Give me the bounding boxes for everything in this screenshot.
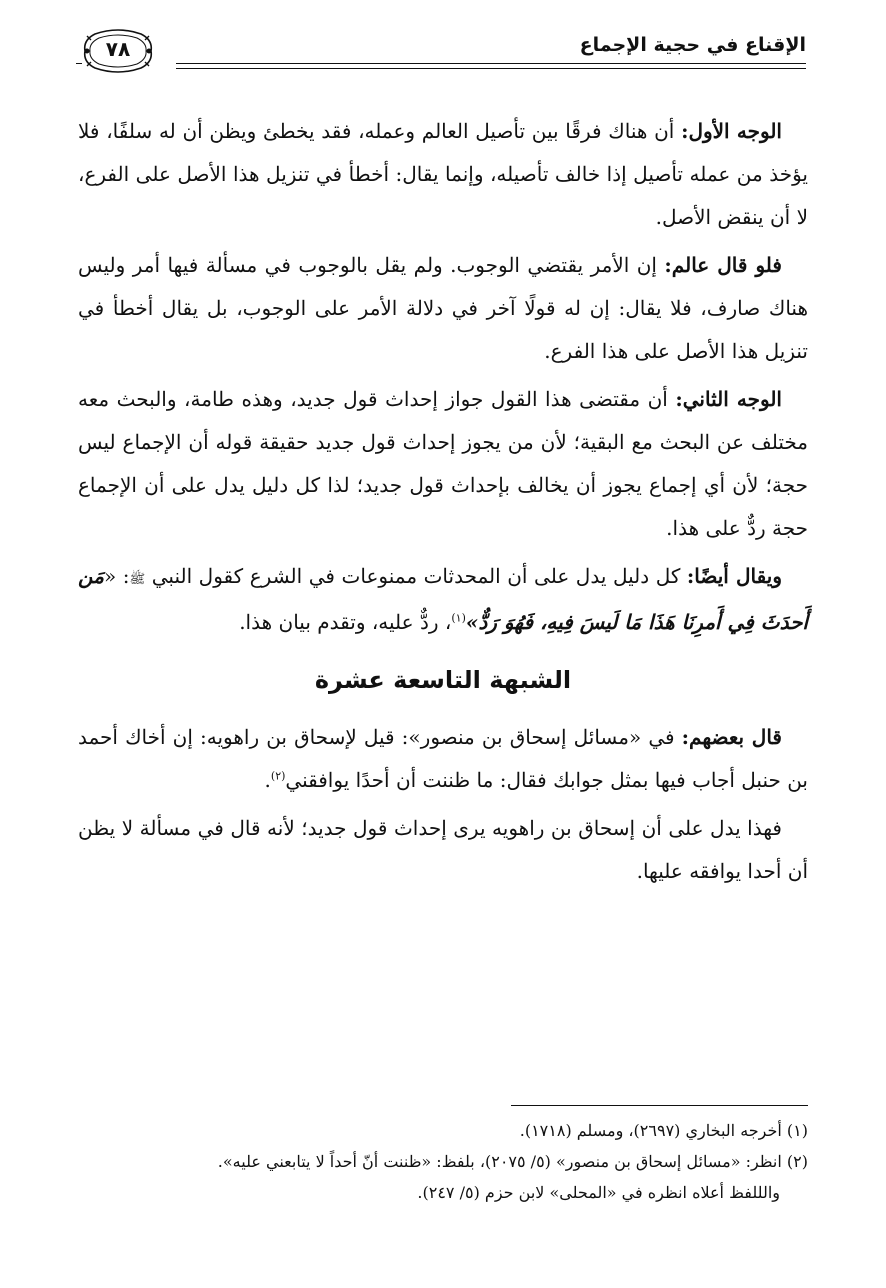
paragraph xyxy=(78,807,808,893)
header-rule xyxy=(176,63,806,64)
paragraph-text: أن مقتضى هذا القول جواز إحداث قول جديد، وهذه طامة، والبحث معه مختلف عن البحث مع البقية؛ لأن من يجوز إحداث قول جديد حقيقة قوله أن الإجماع ليس حجة؛ لأن أي إجماع يجوز أن يخالف بإحداث قول جديد؛ لذا كل دليل يدل على أن الإجماع حجة ردٌّ على هذا. xyxy=(78,387,808,540)
footnote-ref[interactable]: (٢) xyxy=(270,769,286,783)
paragraph-text: كل دليل يدل على أن المحدثات ممنوعات في الشرع كقول النبي xyxy=(145,564,687,588)
paragraph xyxy=(78,716,808,802)
footnote-1: (١) أخرجه البخاري (٢٦٩٧)، ومسلم (١٧١٨). xyxy=(519,1121,808,1140)
paragraph-text: أن هناك فرقًا بين تأصيل العالم وعمله، فقد يخطئ ويظن أن له سلفًا، فلا يؤخذ من عمله تأصيل إذا خالف تأصيله، وإنما يقال: أخطأ في تنزيل هذا الأصل على الفرع، لا أن ينقض الأصل. xyxy=(78,119,808,229)
section-heading: الشبهة التاسعة عشرة xyxy=(314,666,572,694)
page-header xyxy=(76,28,806,78)
footnotes xyxy=(78,1115,808,1208)
footnote-2-continued: والللفظ أعلاه انظره في «المحلى» لابن حزم (٥/ ٢٤٧). xyxy=(417,1183,780,1202)
paragraph xyxy=(78,244,808,373)
paragraph-text: ، ردٌّ عليه، وتقدم بيان هذا. xyxy=(239,610,452,634)
paragraph-text: في «مسائل إسحاق بن منصور»: قيل لإسحاق بن راهويه: إن أخاك أحمد بن حنبل أجاب فيها بمثل جوابك فقال: ما ظننت أن أحدًا يوافقني xyxy=(78,725,808,792)
salawat-glyph: ﷺ xyxy=(129,572,146,587)
footnote-separator xyxy=(511,1105,808,1106)
paragraph xyxy=(78,110,808,239)
page-number-badge xyxy=(81,28,155,74)
page-number: ٧٨ xyxy=(105,37,131,61)
paragraph-text: إن الأمر يقتضي الوجوب. ولم يقل بالوجوب في مسألة فيها أمر وليس هناك صارف، فلا يقال: إن له قولًا آخر في دلالة الأمر على الوجوب، بل يقال أخطأ في تنزيل هذا الأصل على هذا الفرع. xyxy=(78,253,808,363)
quote-close: » xyxy=(465,610,479,634)
hadith-paragraph xyxy=(78,555,808,644)
paragraph-lead: ويقال أيضًا: xyxy=(686,564,782,588)
paragraph-text: فهذا يدل على أن إسحاق بن راهويه يرى إحداث قول جديد؛ لأنه قال في مسألة لا يظن أن أحدا يوافقه عليها. xyxy=(78,816,808,883)
paragraph-lead: قال بعضهم: xyxy=(681,725,782,749)
paragraph-tail: . xyxy=(264,768,271,792)
paragraph-lead: الوجه الأول: xyxy=(681,119,782,143)
paragraph-lead: الوجه الثاني: xyxy=(675,387,782,411)
running-title: الإقناع في حجية الإجماع xyxy=(579,34,806,56)
footnote-2: (٢) انظر: «مسائل إسحاق بن منصور» (٥/ ٢٠٧٥)، بلفظ: «ظننت أنّ أحداً لا يتابعني عليه». xyxy=(217,1152,808,1171)
quote-open: : « xyxy=(103,564,130,588)
hadith-quote: مَن أَحدَثَ فِي أَمرِنَا هَذَا مَا لَيسَ فِيهِ، فَهُوَ رَدٌّ xyxy=(78,564,808,634)
footnote-ref[interactable]: (١) xyxy=(451,611,466,625)
paragraph-lead: فلو قال عالم: xyxy=(664,253,782,277)
header-rule-thin xyxy=(176,68,806,69)
paragraph xyxy=(78,378,808,550)
main-text xyxy=(78,110,808,898)
